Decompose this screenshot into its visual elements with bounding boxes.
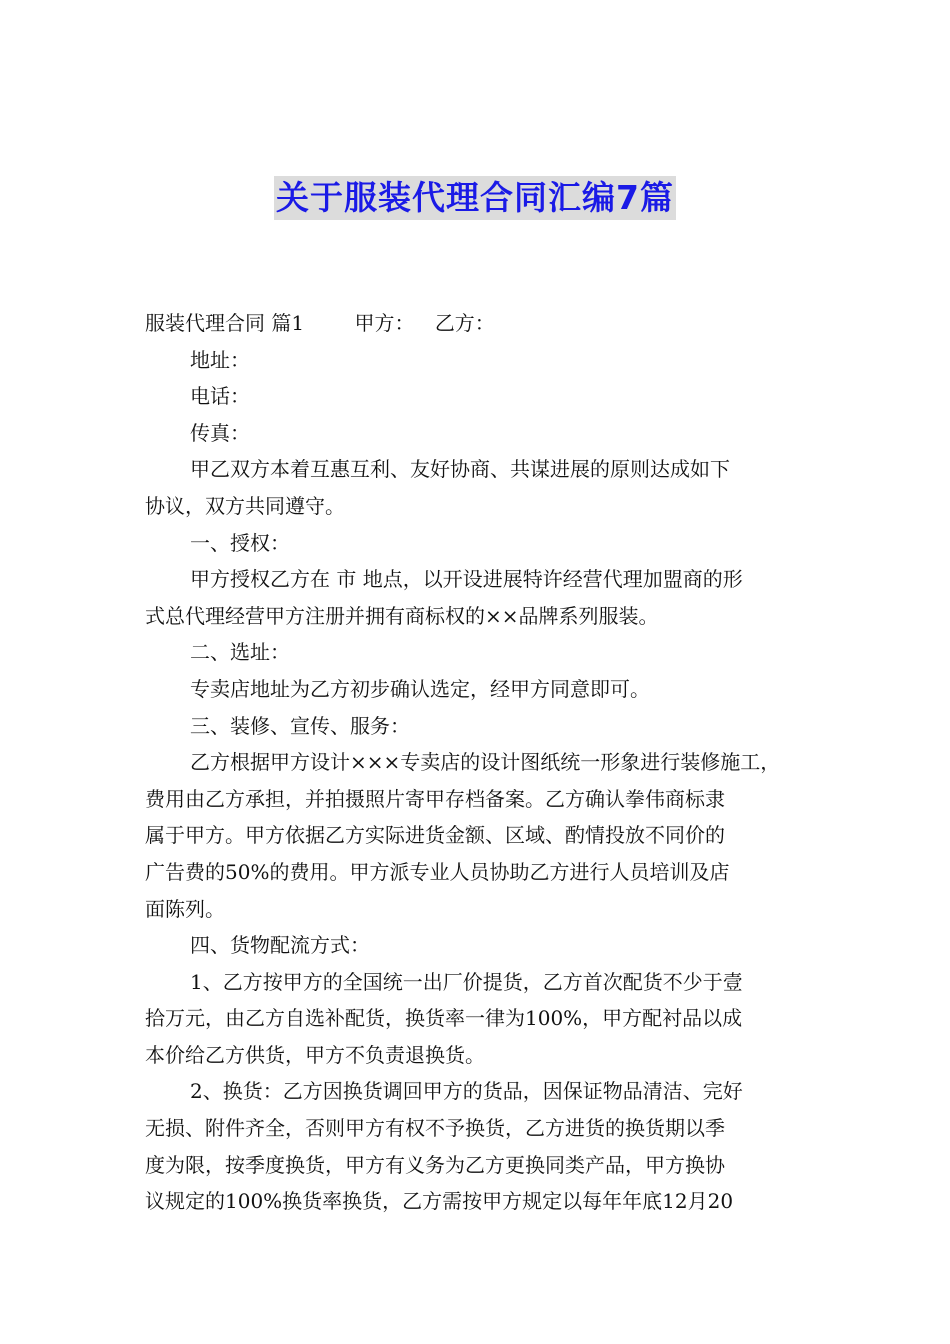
header-line [145,305,810,342]
paragraph-line: 无损、附件齐全，否则甲方有权不予换货，乙方进货的换货期以季 [145,1116,725,1141]
paragraph-line: 议规定的100%换货率换货，乙方需按甲方规定以每年年底12月20 [145,1189,734,1214]
party-a-label: 甲方： [354,311,415,335]
section-heading: 四、货物配流方式： [190,933,370,958]
paragraph-line: 广告费的50%的费用。甲方派专业人员协助乙方进行人员培训及店 [145,859,730,884]
section-heading: 三、装修、宣传、服务： [190,713,410,738]
paragraph-line: 式总代理经营甲方注册并拥有商标权的××品牌系列服装。 [145,603,659,628]
document-body [145,305,810,1220]
paragraph-line: 1、乙方按甲方的全国统一出厂价提货，乙方首次配货不少于壹 [190,969,743,994]
document-title: 关于服装代理合同汇编7篇 [274,176,676,220]
paragraph-line: 拾万元，由乙方自选补配货，换货率一律为100%，甲方配衬品以成 [145,1006,743,1031]
section-heading: 一、授权： [190,530,290,555]
paragraph-line: 电话： [190,384,250,409]
section-heading: 二、选址： [190,640,290,665]
paragraph-line: 费用由乙方承担，并拍摄照片寄甲存档备案。乙方确认拳伟商标隶 [145,786,725,811]
paragraph-line: 地址： [190,347,250,372]
title-container [0,176,950,220]
paragraph-line: 传真： [190,420,250,445]
paragraph-line: 2、换货：乙方因换货调回甲方的货品，因保证物品清洁、完好 [190,1079,743,1104]
paragraph-line: 属于甲方。甲方依据乙方实际进货金额、区域、酌情投放不同价的 [145,823,725,848]
paragraph-line: 专卖店地址为乙方初步确认选定，经甲方同意即可。 [190,676,650,701]
paragraph-line: 甲方授权乙方在 市 地点，以开设进展特许经营代理加盟商的形 [190,567,743,592]
paragraph-line: 乙方根据甲方设计×××专卖店的设计图纸统一形象进行装修施工， [190,750,781,775]
paragraph-line: 度为限，按季度换货，甲方有义务为乙方更换同类产品，甲方换协 [145,1152,725,1177]
header-section-label: 服装代理合同 篇1 [145,311,305,335]
party-b-label: 乙方： [434,311,495,335]
paragraph-line: 面陈列。 [145,896,225,921]
paragraph-line: 协议，双方共同遵守。 [145,493,345,518]
paragraph-line: 本价给乙方供货，甲方不负责退换货。 [145,1042,485,1067]
paragraph-line: 甲乙双方本着互惠互利、友好协商、共谋进展的原则达成如下 [190,457,730,482]
